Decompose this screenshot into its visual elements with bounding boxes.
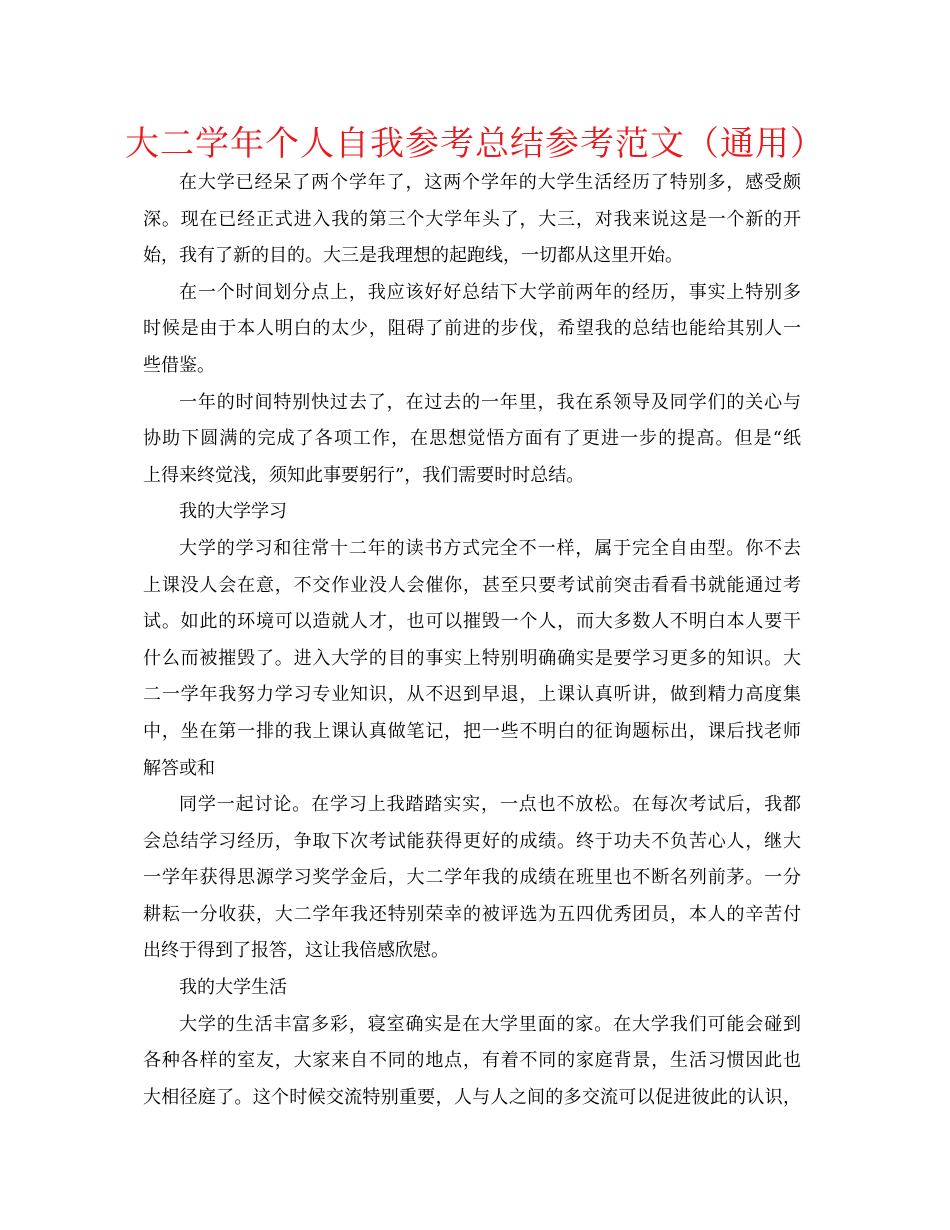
- body-text-line: 会总结学习经历，争取下次考试能获得更好的成绩。终于功夫不负苦心人，继大: [143, 830, 801, 852]
- body-text-line: 解答或和: [143, 757, 215, 779]
- body-text-line: 一学年获得思源学习奖学金后，大二学年我的成绩在班里也不断名列前茅。一分: [143, 867, 801, 889]
- body-text-line: 同学一起讨论。在学习上我踏踏实实，一点也不放松。在每次考试后，我都: [179, 794, 801, 816]
- body-text-line: 中，坐在第一排的我上课认真做笔记，把一些不明白的征询题标出，课后找老师: [143, 720, 801, 742]
- document-title: 大二学年个人自我参考总结参考范文（通用）: [125, 124, 825, 164]
- body-text-line: 我的大学学习: [179, 501, 287, 523]
- body-text-line: 我的大学生活: [179, 977, 287, 999]
- body-text-line: 试。如此的环境可以造就人才，也可以摧毁一个人，而大多数人不明白本人要干: [143, 611, 801, 633]
- body-text-line: 出终于得到了报答，这让我倍感欣慰。: [143, 940, 449, 962]
- body-text-line: 在大学已经呆了两个学年了，这两个学年的大学生活经历了特别多，感受颇: [179, 172, 801, 193]
- body-text-line: 一年的时间特别快过去了，在过去的一年里，我在系领导及同学们的关心与: [179, 391, 801, 413]
- body-text-line: 上得来终觉浅，须知此事要躬行”，我们需要时时总结。: [143, 464, 585, 486]
- body-text-line: 大学的学习和往常十二年的读书方式完全不一样，属于完全自由型。你不去: [179, 537, 801, 559]
- body-text-line: 始，我有了新的目的。大三是我理想的起跑线，一切都从这里开始。: [143, 245, 683, 267]
- body-text-line: 各种各样的室友，大家来自不同的地点，有着不同的家庭背景，生活习惯因此也: [143, 1050, 801, 1072]
- document-body: [143, 165, 801, 1116]
- body-text-line: 上课没人会在意，不交作业没人会催你，甚至只要考试前突击看看书就能通过考: [143, 574, 801, 596]
- body-text-line: 在一个时间划分点上，我应该好好总结下大学前两年的经历，事实上特别多: [179, 281, 801, 303]
- body-text-line: 些借鉴。: [143, 354, 215, 376]
- body-text-line: 耕耘一分收获，大二学年我还特别荣幸的被评选为五四优秀团员，本人的辛苦付: [143, 903, 801, 925]
- body-text-line: 时候是由于本人明白的太少，阻碍了前进的步伐，希望我的总结也能给其别人一: [143, 318, 801, 340]
- body-text-line: 大学的生活丰富多彩，寝室确实是在大学里面的家。在大学我们可能会碰到: [179, 1013, 801, 1035]
- body-text-line: 协助下圆满的完成了各项工作，在思想觉悟方面有了更进一步的提高。但是“纸: [143, 428, 801, 450]
- body-text-line: 二一学年我努力学习专业知识，从不迟到早退，上课认真听讲，做到精力高度集: [143, 684, 801, 706]
- body-text-line: 深。现在已经正式进入我的第三个大学年头了，大三，对我来说这是一个新的开: [143, 208, 801, 230]
- body-text-line: 大相径庭了。这个时候交流特别重要，人与人之间的多交流可以促进彼此的认识，: [143, 1086, 801, 1108]
- body-text-line: 什么而被摧毁了。进入大学的目的事实上特别明确确实是要学习更多的知识。大: [143, 647, 801, 669]
